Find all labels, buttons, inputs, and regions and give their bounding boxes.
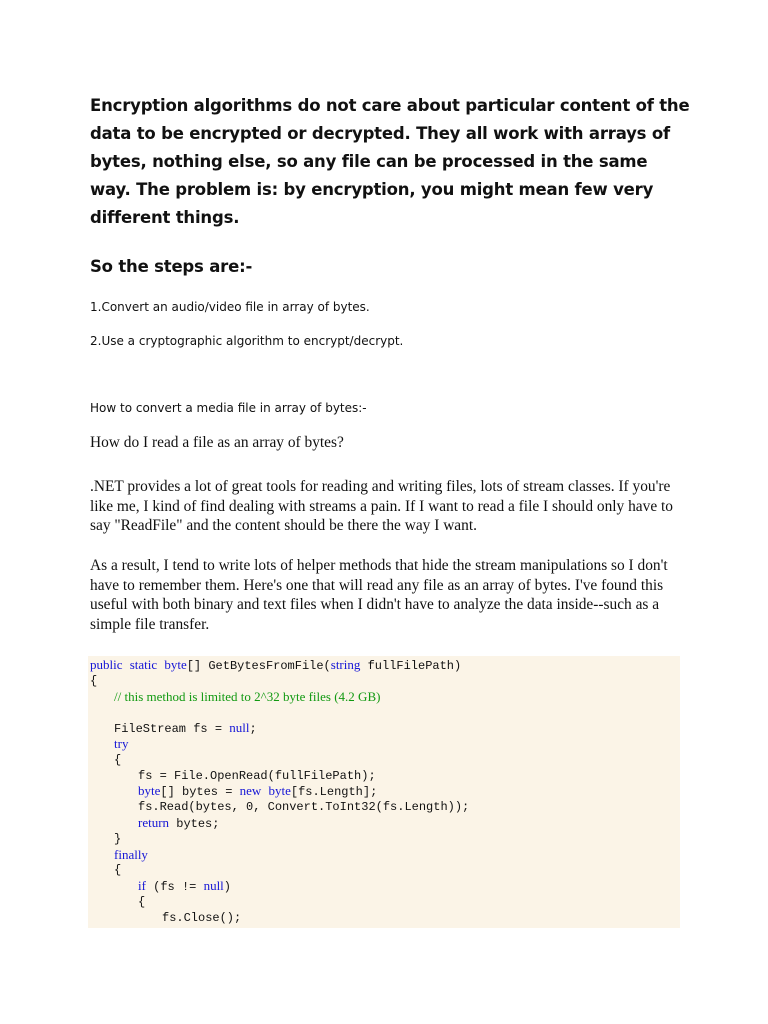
code-text: } [114, 831, 122, 846]
code-keyword: byte [164, 657, 187, 672]
code-text: { [90, 673, 98, 688]
code-line [114, 689, 380, 705]
code-keyword: static [129, 657, 158, 672]
code-text: { [138, 895, 146, 909]
code-text: fullFilePath) [360, 659, 462, 673]
code-line [138, 815, 219, 831]
steps-heading: So the steps are:- [90, 257, 253, 276]
code-text: fs = File.OpenRead(fullFilePath); [138, 768, 376, 783]
code-line [138, 894, 145, 910]
code-line [114, 831, 121, 847]
step-item: 2.Use a cryptographic algorithm to encrypt/decrypt. [90, 334, 404, 348]
code-text: { [114, 752, 122, 767]
code-text: fs.Close(); [162, 910, 242, 925]
code-line [162, 910, 241, 926]
code-keyword: byte [268, 783, 291, 799]
code-keyword: return [138, 815, 170, 830]
code-text: (fs != [145, 880, 204, 895]
code-keyword: try [114, 736, 129, 751]
code-line [138, 878, 231, 894]
code-keyword: public [90, 657, 123, 672]
intro-paragraph: Encryption algorithms do not care about particular content of the data to be encrypted or decrypted. They all work with arrays of bytes, nothing else, so any file can be processed in the same way. The problem is: by encryption, you might mean few very different things. [90, 96, 690, 227]
code-line [138, 799, 469, 815]
code-keyword: null [229, 720, 250, 736]
code-keyword: new [239, 783, 262, 799]
code-text: bytes; [169, 817, 220, 831]
code-block [88, 656, 680, 928]
code-text: { [114, 863, 122, 878]
code-line [114, 862, 121, 878]
code-line [114, 847, 148, 863]
code-keyword: null [203, 878, 224, 894]
code-keyword: string [330, 657, 361, 672]
code-keyword: if [138, 878, 146, 894]
section-subheading: How to convert a media file in array of bytes:- [90, 401, 367, 415]
body-paragraph: .NET provides a lot of great tools for reading and writing files, lots of stream classes. If you're like me, I kind of find dealing with streams a pain. If I want to read a file I should only have to say "ReadFile" and the content should be there the way I want. [90, 478, 673, 534]
body-paragraph: As a result, I tend to write lots of helper methods that hide the stream manipulations so I don't have to remember them. Here's one that will read any file as an array of bytes. I've found this useful with both binary and text files when I didn't have to analyze the data inside--such as a simple file transfer. [90, 557, 668, 633]
step-item: 1.Convert an audio/video file in array of bytes. [90, 300, 370, 314]
code-keyword: finally [114, 846, 148, 862]
code-line [90, 657, 461, 673]
code-line [114, 752, 121, 768]
code-comment: // this method is limited to 2^32 byte files (4.2 GB) [114, 688, 381, 704]
code-text [123, 659, 130, 673]
code-line [114, 736, 128, 752]
code-text: [fs.Length]; [290, 785, 378, 800]
code-text: FileStream fs = [114, 722, 230, 737]
code-text: ) [223, 880, 231, 895]
code-keyword: byte [138, 783, 161, 799]
code-text: [] bytes = [160, 785, 240, 800]
code-line [90, 673, 97, 689]
code-text: [] GetBytesFromFile( [186, 659, 331, 673]
code-line [138, 768, 376, 784]
code-line [114, 720, 257, 736]
code-text: fs.Read(bytes, 0, Convert.ToInt32(fs.Length)); [138, 800, 470, 815]
code-text: ; [249, 722, 257, 737]
question-text: How do I read a file as an array of bytes? [90, 434, 344, 451]
code-line [138, 783, 377, 799]
